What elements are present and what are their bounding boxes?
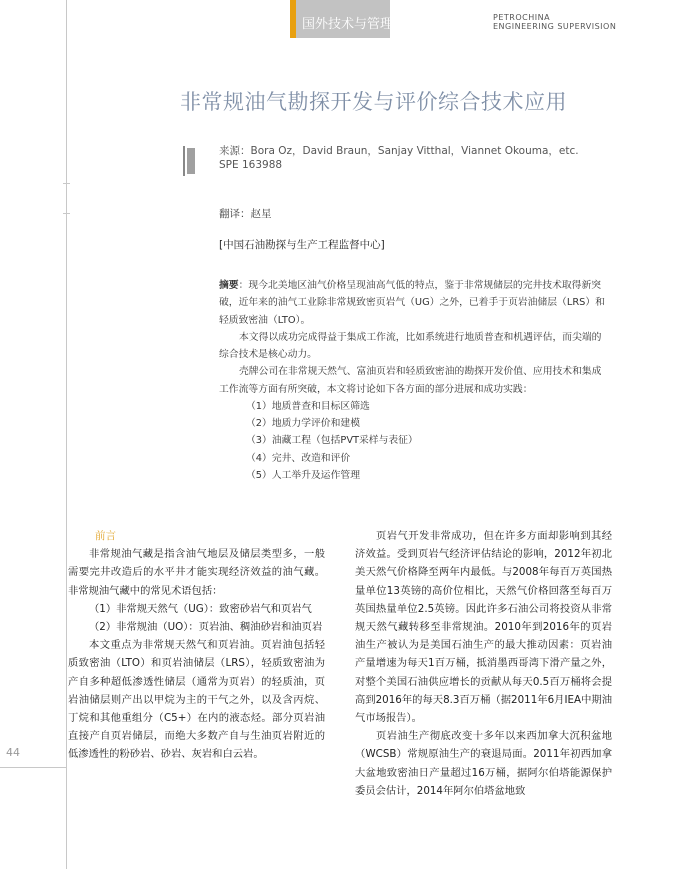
body-paragraph: （2）非常规油（UO）：页岩油、稠油砂岩和油页岩 [89,621,323,634]
journal-brand [493,13,616,31]
page-number-rule [0,767,66,768]
article-source: 来源：Bora Oz，David Braun，Sanjay Vitthal，Viannet Okouma，etc. SPE 163988 [219,145,579,171]
header-accent-bar [290,0,296,38]
body-paragraph: 页岩气开发非常成功，但在许多方面却影响到其经济效益。受到页岩气经济评估结论的影响，2012年初北美天然气价格降至两年内最低。与2008年每百万英国热量单位13英镑的高价位相比，天然气价格回落至每百万英国热量单位2.5英镑。因此许多石油公司将投资从非常规天然气藏转移至非常规油。2010年到2016年的页岩油生产被认为是美国石油生产的最大推动因素：页岩油产量增速为每天1百万桶，抵消墨西哥湾下滑产量之外，对整个美国石油供应增长的贡献从每天0.5百万桶将会提高到2016年的每天8.3百万桶（据2011年6月IEA中期油气市场报告）。 [355,530,612,725]
translator-organization: [中国石油勘探与生产工程监督中心] [219,239,385,251]
header-section-label: 国外技术与管理 [302,17,394,32]
abstract-para-3: 壳牌公司在非常规天然气、富油页岩和轻质致密油的勘探开发价值、应用技术和集成工作流等方面有所突破，本文将讨论如下各方面的部分进展和成功实践： [219,366,602,395]
source-bracket-fill [187,148,195,174]
abstract-list [219,398,611,484]
abstract-label: 摘要 [219,280,239,291]
list-item: （1）地质普查和目标区筛选 [246,401,370,413]
article-title: 非常规油气勘探开发与评价综合技术应用 [180,90,567,114]
body-paragraph: （1）非常规天然气（UG）：致密砂岩气和页岩气 [89,602,312,615]
right-column [355,527,612,800]
abstract-para-2: 本文得以成功完成得益于集成工作流，比如系统进行地质普查和机遇评估，而尖端的综合技术是核心动力。 [219,331,602,361]
body-paragraph: 页岩油生产彻底改变十多年以来西加拿大沉积盆地（WCSB）常规原油生产的衰退局面。2011年初西加拿大盆地致密油日产量超过16万桶，据阿尔伯塔能源保护委员会估计，2014年阿尔伯塔盆地致 [355,730,612,797]
list-item: （4）完井、改造和评价 [246,452,351,464]
margin-tick [63,213,70,214]
abstract-block [219,277,611,484]
list-item: （5）人工举升及运作管理 [246,469,360,481]
margin-tick [63,183,70,184]
body-paragraph: 本文重点为非常规天然气和页岩油。页岩油包括轻质致密油（LTO）和页岩油储层（LRS），轻质致密油为产自多种超低渗透性储层（通常为页岩）的轻质油，页岩油储层则产出以甲烷为主的干气之外，以及含丙烷、丁烷和其他重组分（C5+）在内的液态烃。部分页岩油直接产自页岩储层，而绝大多数产自与生油页岩附近的低渗透性的粉砂岩、砂岩、灰岩和白云岩。 [68,639,325,761]
abstract-para-1 [219,277,611,329]
brand-line-1: PETROCHINA [493,13,551,22]
abstract-text-1: ：现今北美地区油气价格呈现油高气低的特点，鉴于非常规储层的完井技术取得新突破，近年来的油气工业除非常规致密页岩气（UG）之外，已着手于页岩油储层（LRS）和轻质致密油（LTO）。 [219,280,605,326]
body-paragraph: 非常规油气藏是指含油气地层及储层类型多，一般需要完井改造后的水平井才能实现经济效益的油气藏。非常规油气藏中的常见术语包括： [68,548,325,597]
left-column [68,527,325,764]
margin-rule [66,0,67,869]
page-number: 44 [6,746,20,759]
brand-line-2: ENGINEERING SUPERVISION [493,22,617,31]
list-item: （2）地质力学评价和建模 [246,418,360,430]
list-item: （3）油藏工程（包括PVT采样与表征） [246,435,418,447]
translator-credit: 翻译：赵星 [219,208,272,220]
section-heading-intro: 前言 [95,530,116,542]
